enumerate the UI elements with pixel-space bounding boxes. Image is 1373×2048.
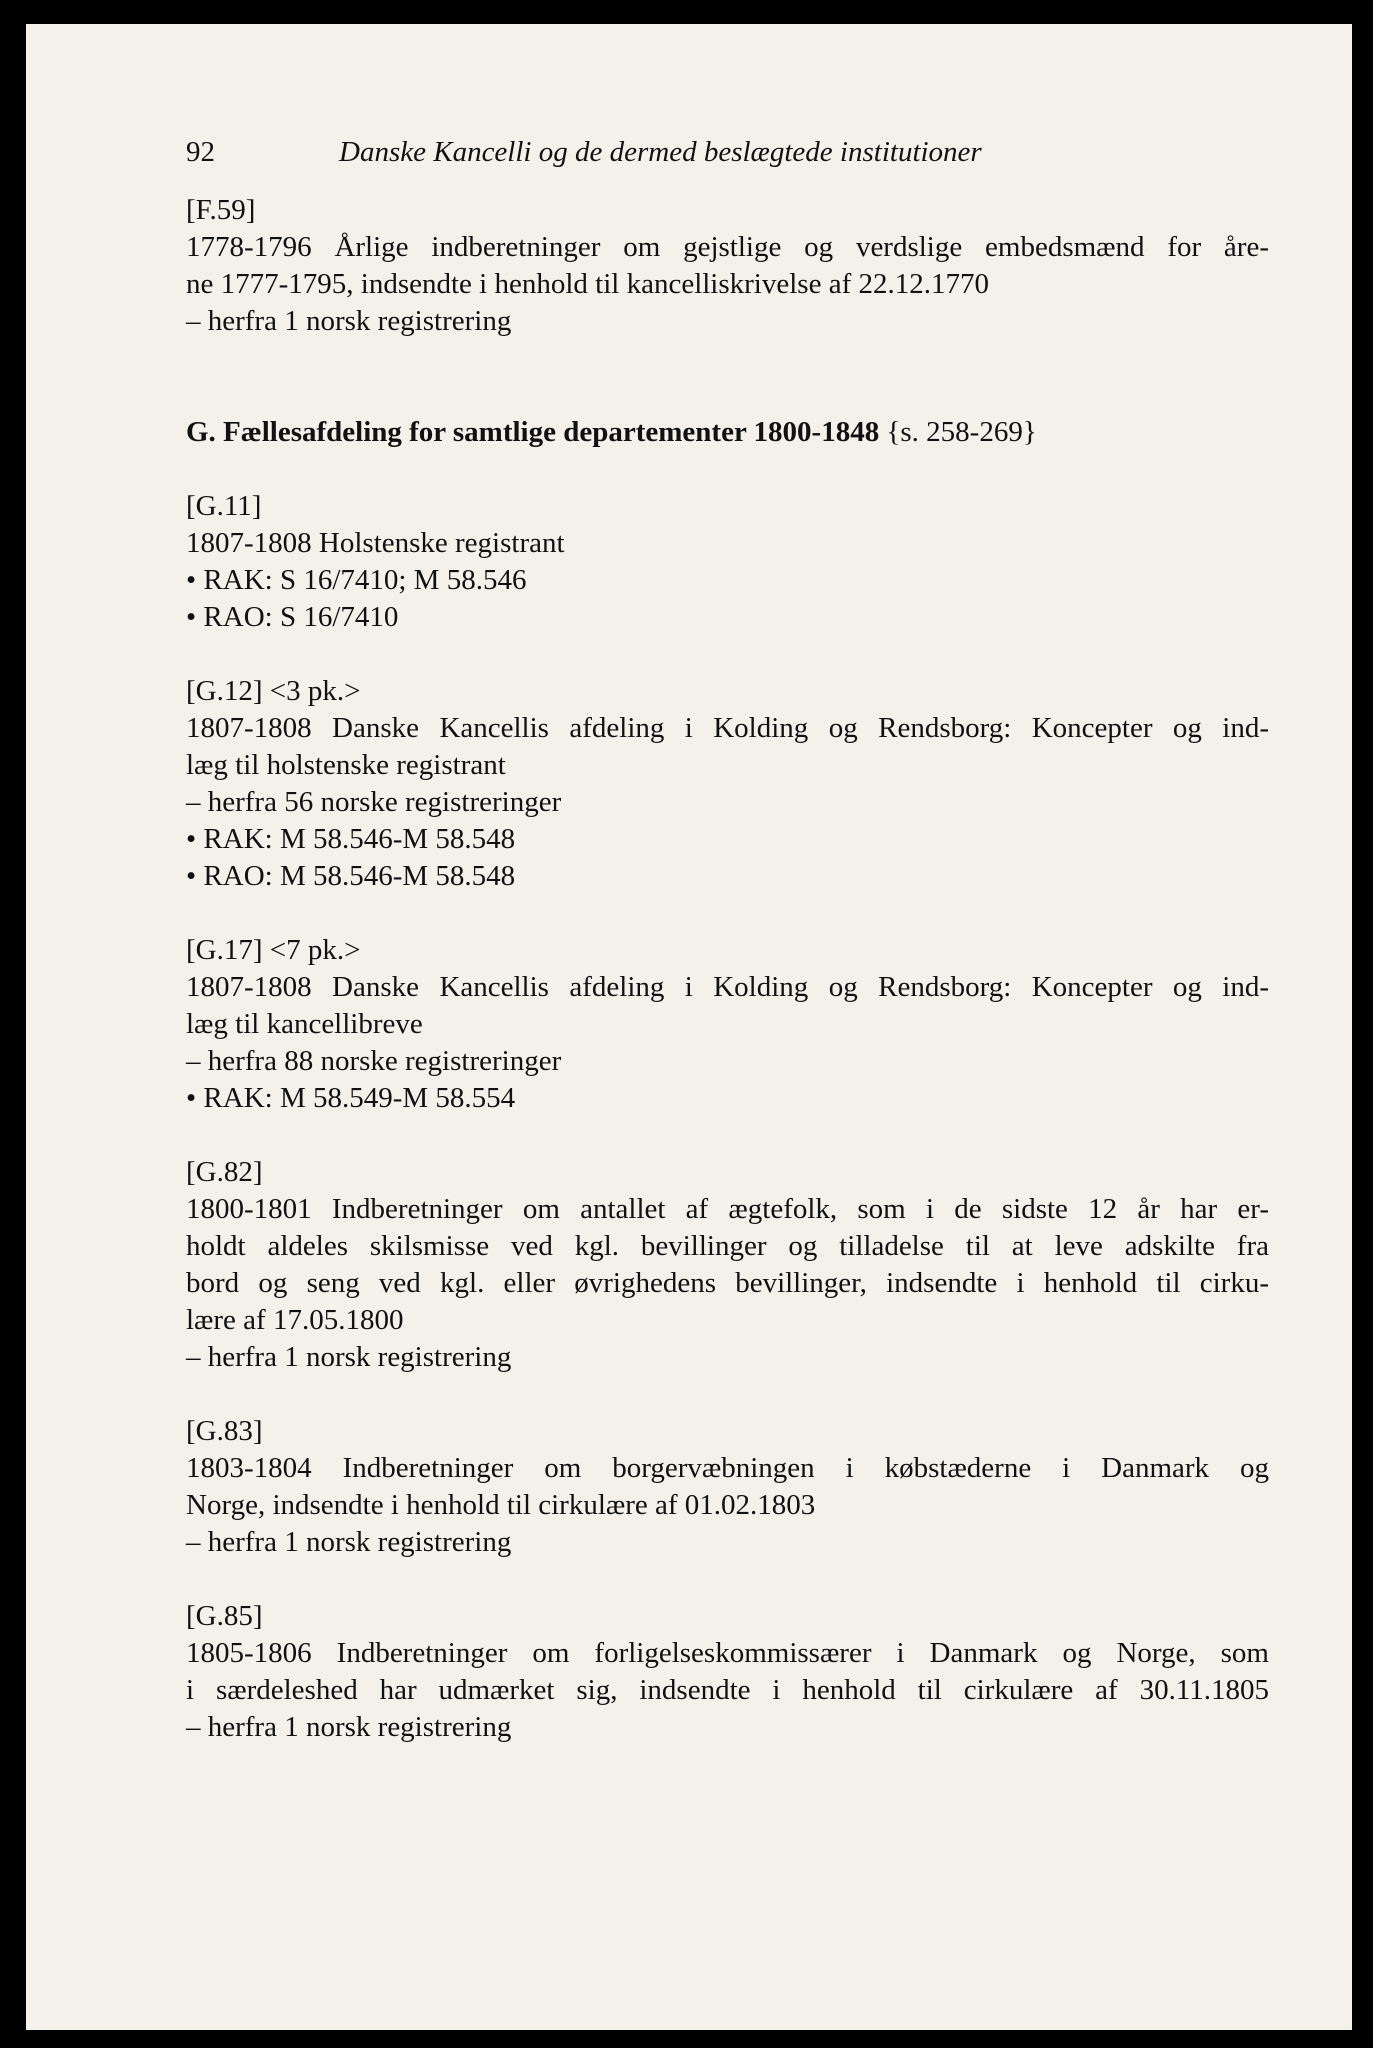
- entry-g17: [186, 932, 1269, 1117]
- entry-line: – herfra 88 norske registreringer: [186, 1045, 562, 1077]
- entry-line: • RAO: S 16/7410: [186, 601, 399, 633]
- entry-g82: [186, 1154, 1269, 1376]
- entry-code: [G.85]: [186, 1600, 263, 1632]
- entry-line: i særdeleshed har udmærket sig, indsendte i henhold til cirkulære af 30.11.1805: [186, 1674, 1269, 1706]
- entry-code: [G.83]: [186, 1415, 263, 1447]
- entry-line: • RAO: M 58.546-M 58.548: [186, 860, 516, 892]
- entry-line: lære af 17.05.1800: [186, 1304, 404, 1336]
- page-content: [186, 134, 1269, 1783]
- entry-line: ne 1777-1795, indsendte i henhold til kancelliskrivelse af 22.12.1770: [186, 268, 989, 300]
- entry-line: 1807-1808 Danske Kancellis afdeling i Kolding og Rendsborg: Koncepter og ind-: [186, 971, 1269, 1003]
- document-page: [26, 24, 1352, 2030]
- entry-g83: [186, 1413, 1269, 1561]
- entry-line: holdt aldeles skilsmisse ved kgl. bevillinger og tilladelse til at leve adskilte fra: [186, 1230, 1269, 1262]
- entry-code: [G.82]: [186, 1156, 263, 1188]
- entry-line: 1807-1808 Holstenske registrant: [186, 527, 565, 559]
- running-title: Danske Kancelli og de dermed beslægtede institutioner: [339, 136, 982, 168]
- entry-code: [G.17] <7 pk.>: [186, 934, 361, 966]
- entry-g11: [186, 488, 1269, 636]
- entry-line: • RAK: M 58.546-M 58.548: [186, 823, 516, 855]
- entry-g85: [186, 1598, 1269, 1746]
- page-header: [186, 134, 1269, 174]
- entry-code: [G.12] <3 pk.>: [186, 675, 361, 707]
- page-number: 92: [186, 136, 215, 168]
- section-pages: {s. 258-269}: [886, 416, 1037, 448]
- entry-line: 1807-1808 Danske Kancellis afdeling i Kolding og Rendsborg: Koncepter og ind-: [186, 712, 1269, 744]
- entry-line: – herfra 56 norske registreringer: [186, 786, 562, 818]
- entry-line: • RAK: S 16/7410; M 58.546: [186, 564, 527, 596]
- entry-g12: [186, 673, 1269, 895]
- entry-line: – herfra 1 norsk registrering: [186, 1711, 512, 1743]
- entry-line: • RAK: M 58.549-M 58.554: [186, 1082, 516, 1114]
- entry-line: – herfra 1 norsk registrering: [186, 1526, 512, 1558]
- entry-code: [F.59]: [186, 194, 256, 226]
- entry-line: 1800-1801 Indberetninger om antallet af ægtefolk, som i de sidste 12 år har er-: [186, 1193, 1269, 1225]
- section-heading: [186, 414, 1269, 451]
- entry-line: – herfra 1 norsk registrering: [186, 305, 512, 337]
- entry-line: læg til kancellibreve: [186, 1008, 423, 1040]
- section-title: G. Fællesafdeling for samtlige departementer 1800-1848: [186, 416, 880, 448]
- entry-line: – herfra 1 norsk registrering: [186, 1341, 512, 1373]
- entry-line: Norge, indsendte i henhold til cirkulære af 01.02.1803: [186, 1489, 816, 1521]
- entry-f59: [186, 192, 1269, 340]
- entry-code: [G.11]: [186, 490, 262, 522]
- entry-line: 1803-1804 Indberetninger om borgervæbningen i købstæderne i Danmark og: [186, 1452, 1269, 1484]
- entry-line: 1805-1806 Indberetninger om forligelseskommissærer i Danmark og Norge, som: [186, 1637, 1269, 1669]
- entry-line: bord og seng ved kgl. eller øvrighedens bevillinger, indsendte i henhold til cirku-: [186, 1267, 1269, 1299]
- entry-line: 1778-1796 Årlige indberetninger om gejstlige og verdslige embedsmænd for åre-: [186, 231, 1269, 263]
- entry-line: læg til holstenske registrant: [186, 749, 506, 781]
